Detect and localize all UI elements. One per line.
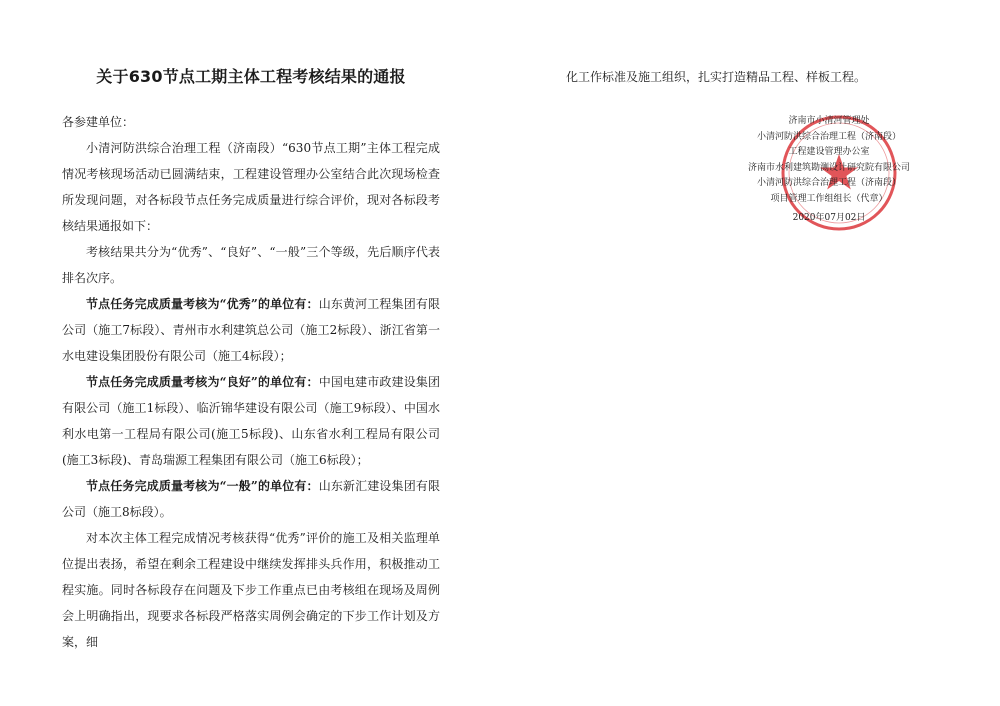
average-paragraph	[62, 473, 440, 525]
average-lead: 节点任务完成质量考核为“一般”的单位有：	[86, 479, 319, 493]
signature-line: 项目管理工作组组长（代章）	[770, 193, 888, 204]
average-body: 山东新汇建设集团有限公司（施工8标段）。	[62, 479, 440, 519]
salutation: 各参建单位：	[62, 115, 135, 129]
signature-line: 小清河防洪综合治理工程（济南段）	[756, 131, 901, 142]
closing-paragraph-continued: 化工作标准及施工组织，扎实打造精品工程、样板工程。	[566, 70, 867, 84]
document-title: 关于630节点工期主体工程考核结果的通报	[96, 67, 406, 86]
signature-block	[720, 114, 938, 227]
closing-paragraph: 对本次主体工程完成情况考核获得“优秀”评价的施工及相关监理单位提出表扬，希望在剩余工程建设中继续发挥排头兵作用，积极推动工程实施。同时各标段存在问题及下步工作重点已由考核组在现场及周例会上明确指出，现要求各标段严格落实周例会确定的下步工作计划及方案，细	[62, 531, 440, 649]
intro-paragraph: 小清河防洪综合治理工程（济南段）“630节点工期”主体工程完成情况考核现场活动已圆满结束，工程建设管理办公室结合此次现场检查所发现问题，对各标段节点任务完成质量进行综合评价，现对各标段考核结果通报如下：	[62, 141, 440, 233]
signature-date: 2020年07月02日	[792, 213, 866, 223]
left-page	[62, 64, 440, 655]
signature-line: 济南市小清河管理处	[788, 116, 870, 126]
good-paragraph	[62, 369, 440, 473]
grades-paragraph: 考核结果共分为“优秀”、“良好”、“一般”三个等级，先后顺序代表排名次序。	[62, 245, 440, 285]
excellent-body: 山东黄河工程集团有限公司（施工7标段）、青州市水利建筑总公司（施工2标段）、浙江省第一水电建设集团股份有限公司（施工4标段）；	[62, 297, 440, 363]
signature-line: 济南市水利建筑勘测设计研究院有限公司	[747, 162, 910, 173]
good-body: 中国电建市政建设集团有限公司（施工1标段）、临沂锦华建设有限公司（施工9标段）、中国水利水电第一工程局有限公司(施工5标段)、山东省水利工程局有限公司(施工3标段)、青岛瑞源工程集团有限公司（施工6标段）；	[62, 375, 440, 467]
good-lead: 节点任务完成质量考核为“良好”的单位有：	[86, 375, 319, 389]
signature-line: 工程建设管理办公室	[788, 147, 870, 157]
signature-line: 小清河防洪综合治理工程（济南段）	[756, 178, 901, 188]
right-page	[566, 64, 946, 90]
excellent-paragraph	[62, 291, 440, 369]
excellent-lead: 节点任务完成质量考核为“优秀”的单位有：	[86, 297, 319, 311]
